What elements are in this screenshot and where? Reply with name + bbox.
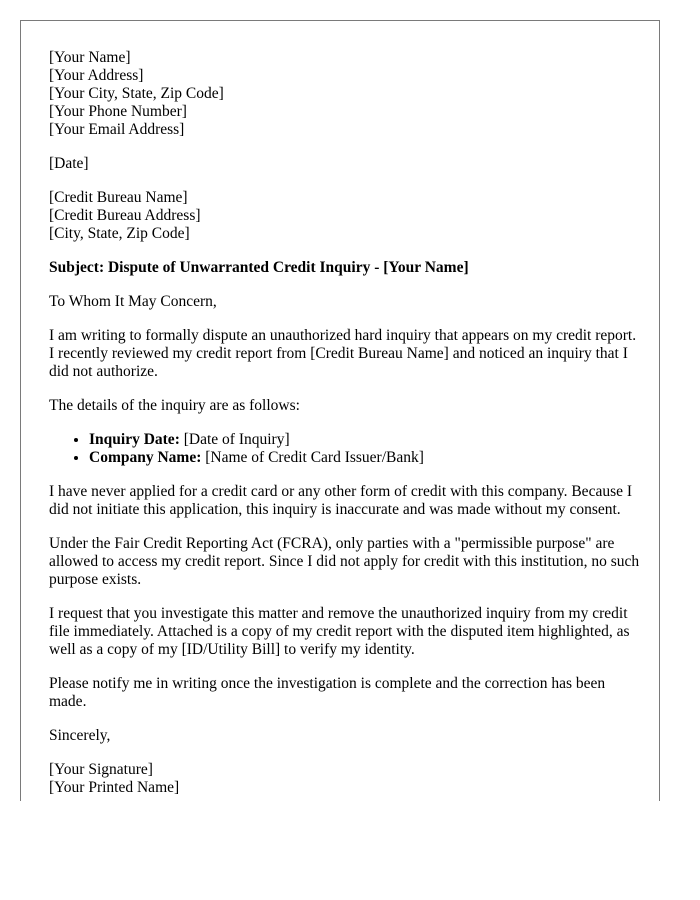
inquiry-date-label: Inquiry Date: [89,431,180,448]
sender-phone: [Your Phone Number] [49,103,187,120]
list-item [89,449,641,467]
sender-address: [Your Address] [49,67,144,84]
notify-paragraph: Please notify me in writing once the investigation is complete and the correction has been made. [49,675,606,710]
signature-line: [Your Signature] [49,761,153,778]
sender-block [49,49,641,139]
salutation: To Whom It May Concern, [49,293,217,310]
subject-line: Subject: Dispute of Unwarranted Credit Inquiry - [Your Name] [49,259,469,276]
list-item [89,431,641,449]
sender-city-state-zip: [Your City, State, Zip Code] [49,85,224,102]
sender-name: [Your Name] [49,49,131,66]
printed-name-line: [Your Printed Name] [49,779,180,796]
company-name-label: Company Name: [89,449,202,466]
never-applied-paragraph: I have never applied for a credit card or any other form of credit with this company. Because I did not initiate this application, this inquiry is inaccurate and was made without my consent. [49,483,633,518]
date-line: [Date] [49,155,89,172]
company-name-value: [Name of Credit Card Issuer/Bank] [201,449,424,466]
inquiry-date-value: [Date of Inquiry] [179,431,290,448]
recipient-address: [Credit Bureau Address] [49,207,201,224]
sender-email: [Your Email Address] [49,121,185,138]
request-paragraph: I request that you investigate this matter and remove the unauthorized inquiry from my credit file immediately. Attached is a copy of my credit report with the disputed item highlighted, as well as a copy of my [ID/Utility Bill] to verify my identity. [49,605,630,658]
fcra-paragraph: Under the Fair Credit Reporting Act (FCRA), only parties with a "permissible purpose" are allowed to access my credit report. Since I did not apply for credit with this institution, no such purpose exists. [49,535,640,588]
signature-block [49,761,641,797]
closing: Sincerely, [49,727,111,744]
details-intro-paragraph: The details of the inquiry are as follows: [49,397,300,414]
letter-content [49,49,641,801]
recipient-block [49,189,641,243]
inquiry-details-list [49,431,641,467]
recipient-city-state-zip: [City, State, Zip Code] [49,225,190,242]
intro-paragraph: I am writing to formally dispute an unauthorized hard inquiry that appears on my credit report. I recently reviewed my credit report from [Credit Bureau Name] and noticed an inquiry that I did not authorize. [49,327,637,380]
letter-page [20,20,660,801]
recipient-name: [Credit Bureau Name] [49,189,188,206]
